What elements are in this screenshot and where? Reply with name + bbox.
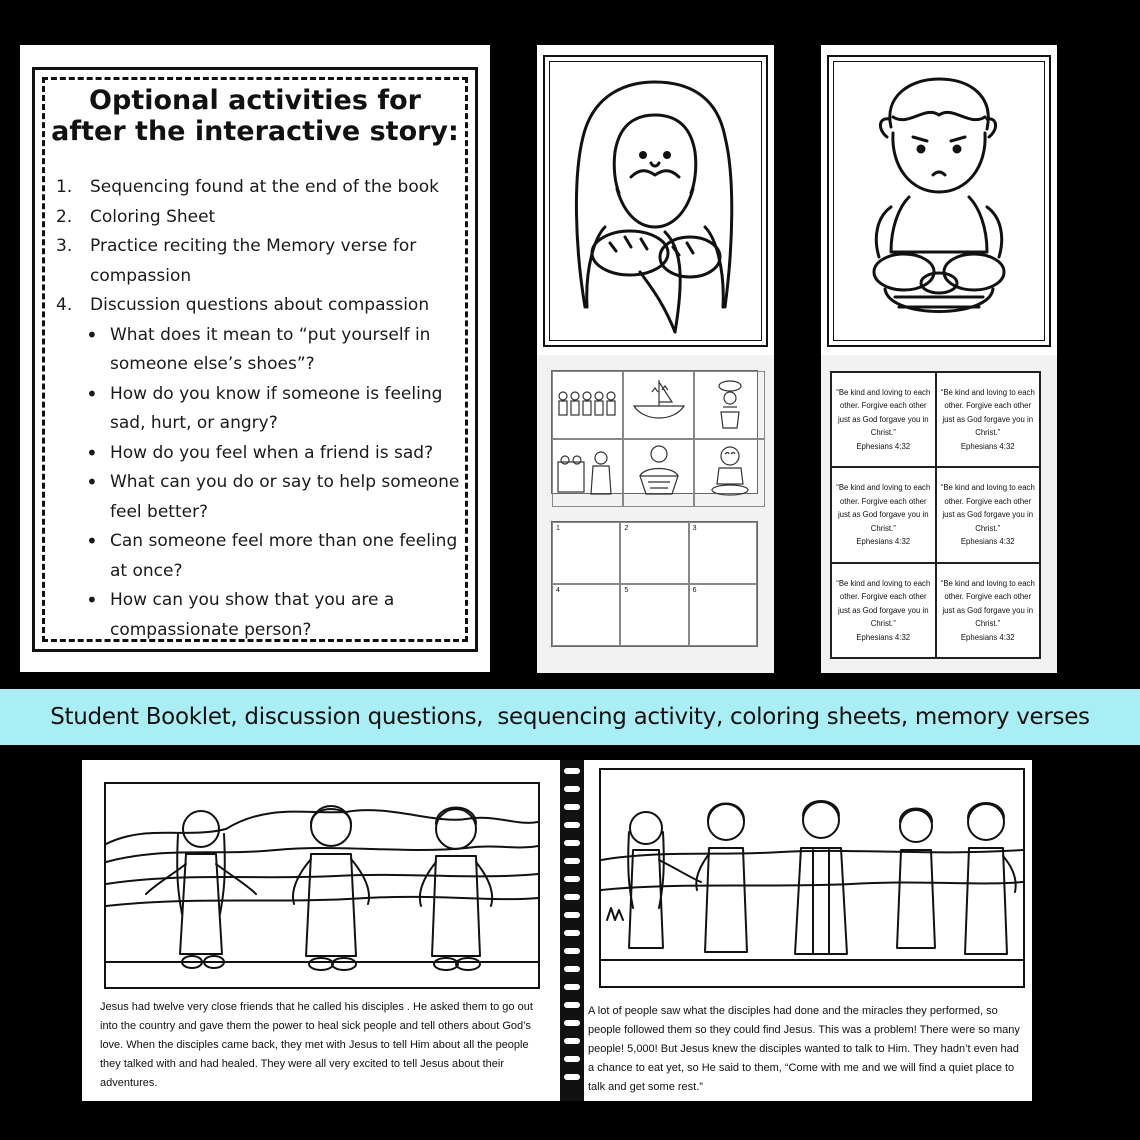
story-text: Jesus had twelve very close friends that he called his disciples . He asked them to go out into the country and gave them the power to heal sick people and tell others about God’s love. When the disciples came back, they met with Jesus to tell Him about all the people they talked with and had healed. They were all very excited to tell Jesus about their adventures. [100, 1001, 533, 1089]
memory-verse-card: “Be kind and loving to each other. Forgive each other just as God forgave you in Christ.” Ephesians 4:32 [831, 467, 936, 562]
sequence-card [694, 439, 765, 507]
list-item: 2. Coloring Sheet [56, 206, 216, 227]
sequence-slot: 6 [689, 584, 757, 646]
memory-verse-card: “Be kind and loving to each other. Forgive each other just as God forgave you in Christ.” Ephesians 4:32 [831, 372, 936, 467]
list-item: 4. Discussion questions about compassion [56, 295, 430, 315]
story-page-right [584, 760, 1032, 1101]
sequence-slot: 1 [552, 522, 620, 584]
coloring-page-boy [821, 45, 1057, 672]
spiral-binding [560, 760, 584, 1101]
memory-verse-card: “Be kind and loving to each other. Forgive each other just as God forgave you in Christ.” Ephesians 4:32 [936, 372, 1041, 467]
coloring-page-jesus [537, 45, 774, 672]
question-item: • What does it mean to “put yourself in someone else’s shoes”? [86, 322, 431, 374]
jesus-with-bread-illustration [545, 57, 766, 345]
question-item: • How can you show that you are a compassionate person? [86, 588, 395, 640]
sequence-card [694, 371, 765, 439]
sequence-card [552, 439, 623, 507]
question-item: • What can you do or say to help someone feel better? [86, 470, 460, 522]
story-illustration [104, 782, 540, 989]
sequencing-grid [551, 521, 758, 647]
story-illustration [599, 768, 1025, 988]
story-text: A lot of people saw what the disciples had done and the miracles they performed, so people followed them so they could find Jesus. This was a problem! There were so many people! 5,000! But Jesus knew the disciples wanted to talk to Him. They hadn’t even had a chance to eat yet, so He said to them, “Come with me and we will find a quiet place to talk and get some rest.” [588, 1005, 1020, 1093]
sequence-card [623, 439, 694, 507]
sequence-slot: 4 [552, 584, 620, 646]
coloring-frame [543, 55, 768, 347]
memory-verse-card: “Be kind and loving to each other. Forgive each other just as God forgave you in Christ.” Ephesians 4:32 [936, 563, 1041, 658]
sequence-slot: 3 [689, 522, 757, 584]
product-banner [0, 689, 1140, 745]
banner-text: Student Booklet, discussion questions, sequencing activity, coloring sheets, memory verses [50, 704, 1090, 730]
activities-page [20, 45, 490, 672]
coloring-frame [827, 55, 1051, 347]
discussion-questions [86, 321, 466, 646]
question-item: • How do you know if someone is feeling sad, hurt, or angry? [86, 381, 443, 433]
story-page-left [82, 760, 560, 1101]
activities-title: Optional activities for after the interactive story: [51, 85, 459, 148]
sequence-card [552, 371, 623, 439]
activities-list [56, 173, 466, 645]
boy-with-basket-illustration [829, 57, 1049, 345]
memory-verse-cards [830, 371, 1041, 659]
sequencing-picture-cards [551, 370, 758, 494]
list-item: 1. Sequencing found at the end of the book [56, 177, 439, 197]
sequence-card [623, 371, 694, 439]
memory-verse-card: “Be kind and loving to each other. Forgive each other just as God forgave you in Christ.” Ephesians 4:32 [936, 467, 1041, 562]
question-item: • Can someone feel more than one feeling at once? [86, 529, 458, 581]
memory-verse-card: “Be kind and loving to each other. Forgive each other just as God forgave you in Christ.” Ephesians 4:32 [831, 563, 936, 658]
list-item: 3. Practice reciting the Memory verse for compassion [56, 236, 417, 286]
question-item: • How do you feel when a friend is sad? [86, 440, 434, 465]
sequence-slot: 5 [620, 584, 688, 646]
sequence-slot: 2 [620, 522, 688, 584]
